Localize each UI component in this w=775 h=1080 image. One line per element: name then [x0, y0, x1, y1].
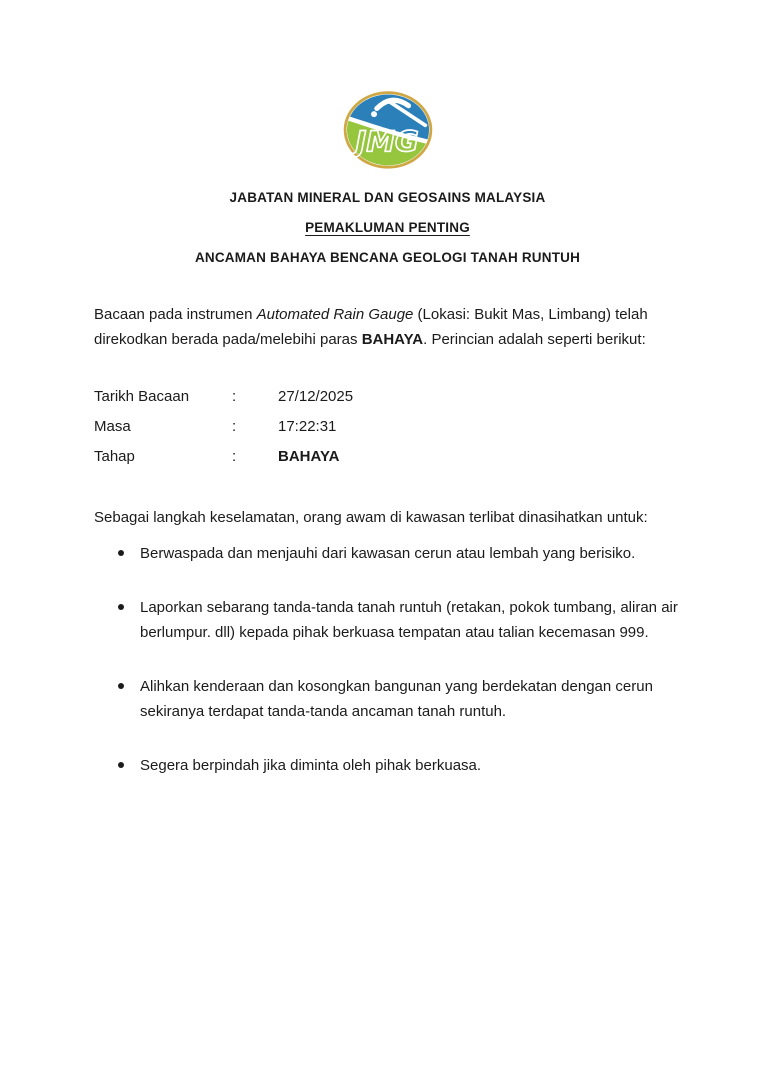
hazard-level-inline: BAHAYA [361, 331, 424, 348]
bullet-icon [118, 762, 124, 768]
intro-text-1: Bacaan pada instrumen [94, 306, 257, 323]
detail-label: Masa [94, 418, 131, 435]
bullet-icon [118, 683, 124, 689]
detail-value-date: 27/12/2025 [278, 388, 354, 405]
detail-separator: : [232, 388, 237, 405]
advisory-item [94, 541, 690, 566]
instrument-name: Automated Rain Gauge [256, 306, 414, 323]
detail-row-level [94, 444, 681, 469]
intro-text-3: . Perincian adalah seperti berikut: [423, 331, 646, 348]
detail-separator: : [232, 448, 237, 465]
advisory-item [94, 753, 690, 778]
bullet-icon [118, 604, 124, 610]
document-body [94, 302, 681, 778]
logo-container [0, 0, 775, 170]
reading-details [94, 384, 681, 469]
detail-label: Tarikh Bacaan [94, 388, 190, 405]
detail-row-date [94, 384, 681, 409]
advisory-item-text: Segera berpindah jika diminta oleh pihak berkuasa. [140, 757, 482, 774]
document-headings [0, 189, 775, 266]
advisory-item-text: Alihkan kenderaan dan kosongkan bangunan yang berdekatan dengan cerun sekiranya terdapat tanda-tanda ancaman tanah runtuh. [140, 678, 653, 720]
detail-label: Tahap [94, 448, 135, 465]
advisory-item [94, 674, 690, 724]
notice-title: PEMAKLUMAN PENTING [305, 220, 470, 235]
advisory-item-text: Laporkan sebarang tanda-tanda tanah runtuh (retakan, pokok tumbang, aliran air berlumpur. dll) kepada pihak berkuasa tempatan atau talian kecemasan 999. [140, 599, 678, 641]
detail-separator: : [232, 418, 237, 435]
detail-value-level: BAHAYA [278, 448, 340, 465]
agency-title: JABATAN MINERAL DAN GEOSAINS MALAYSIA [229, 190, 546, 205]
advisory-list [94, 541, 690, 778]
advisory-intro: Sebagai langkah keselamatan, orang awam di kawasan terlibat dinasihatkan untuk: [94, 509, 648, 526]
jmg-logo-icon [340, 88, 436, 170]
bullet-icon [118, 550, 124, 556]
detail-row-time [94, 414, 681, 439]
intro-text-2: (Lokasi: Bukit Mas, Limbang) telah direkodkan berada pada/melebihi paras [94, 306, 648, 348]
detail-value-time: 17:22:31 [278, 418, 337, 435]
intro-paragraph [94, 302, 684, 352]
subject-title: ANCAMAN BAHAYA BENCANA GEOLOGI TANAH RUNTUH [194, 250, 581, 265]
advisory-item [94, 595, 690, 645]
logo-text: JMG [354, 124, 419, 159]
advisory-item-text: Berwaspada dan menjauhi dari kawasan cerun atau lembah yang berisiko. [140, 545, 636, 562]
